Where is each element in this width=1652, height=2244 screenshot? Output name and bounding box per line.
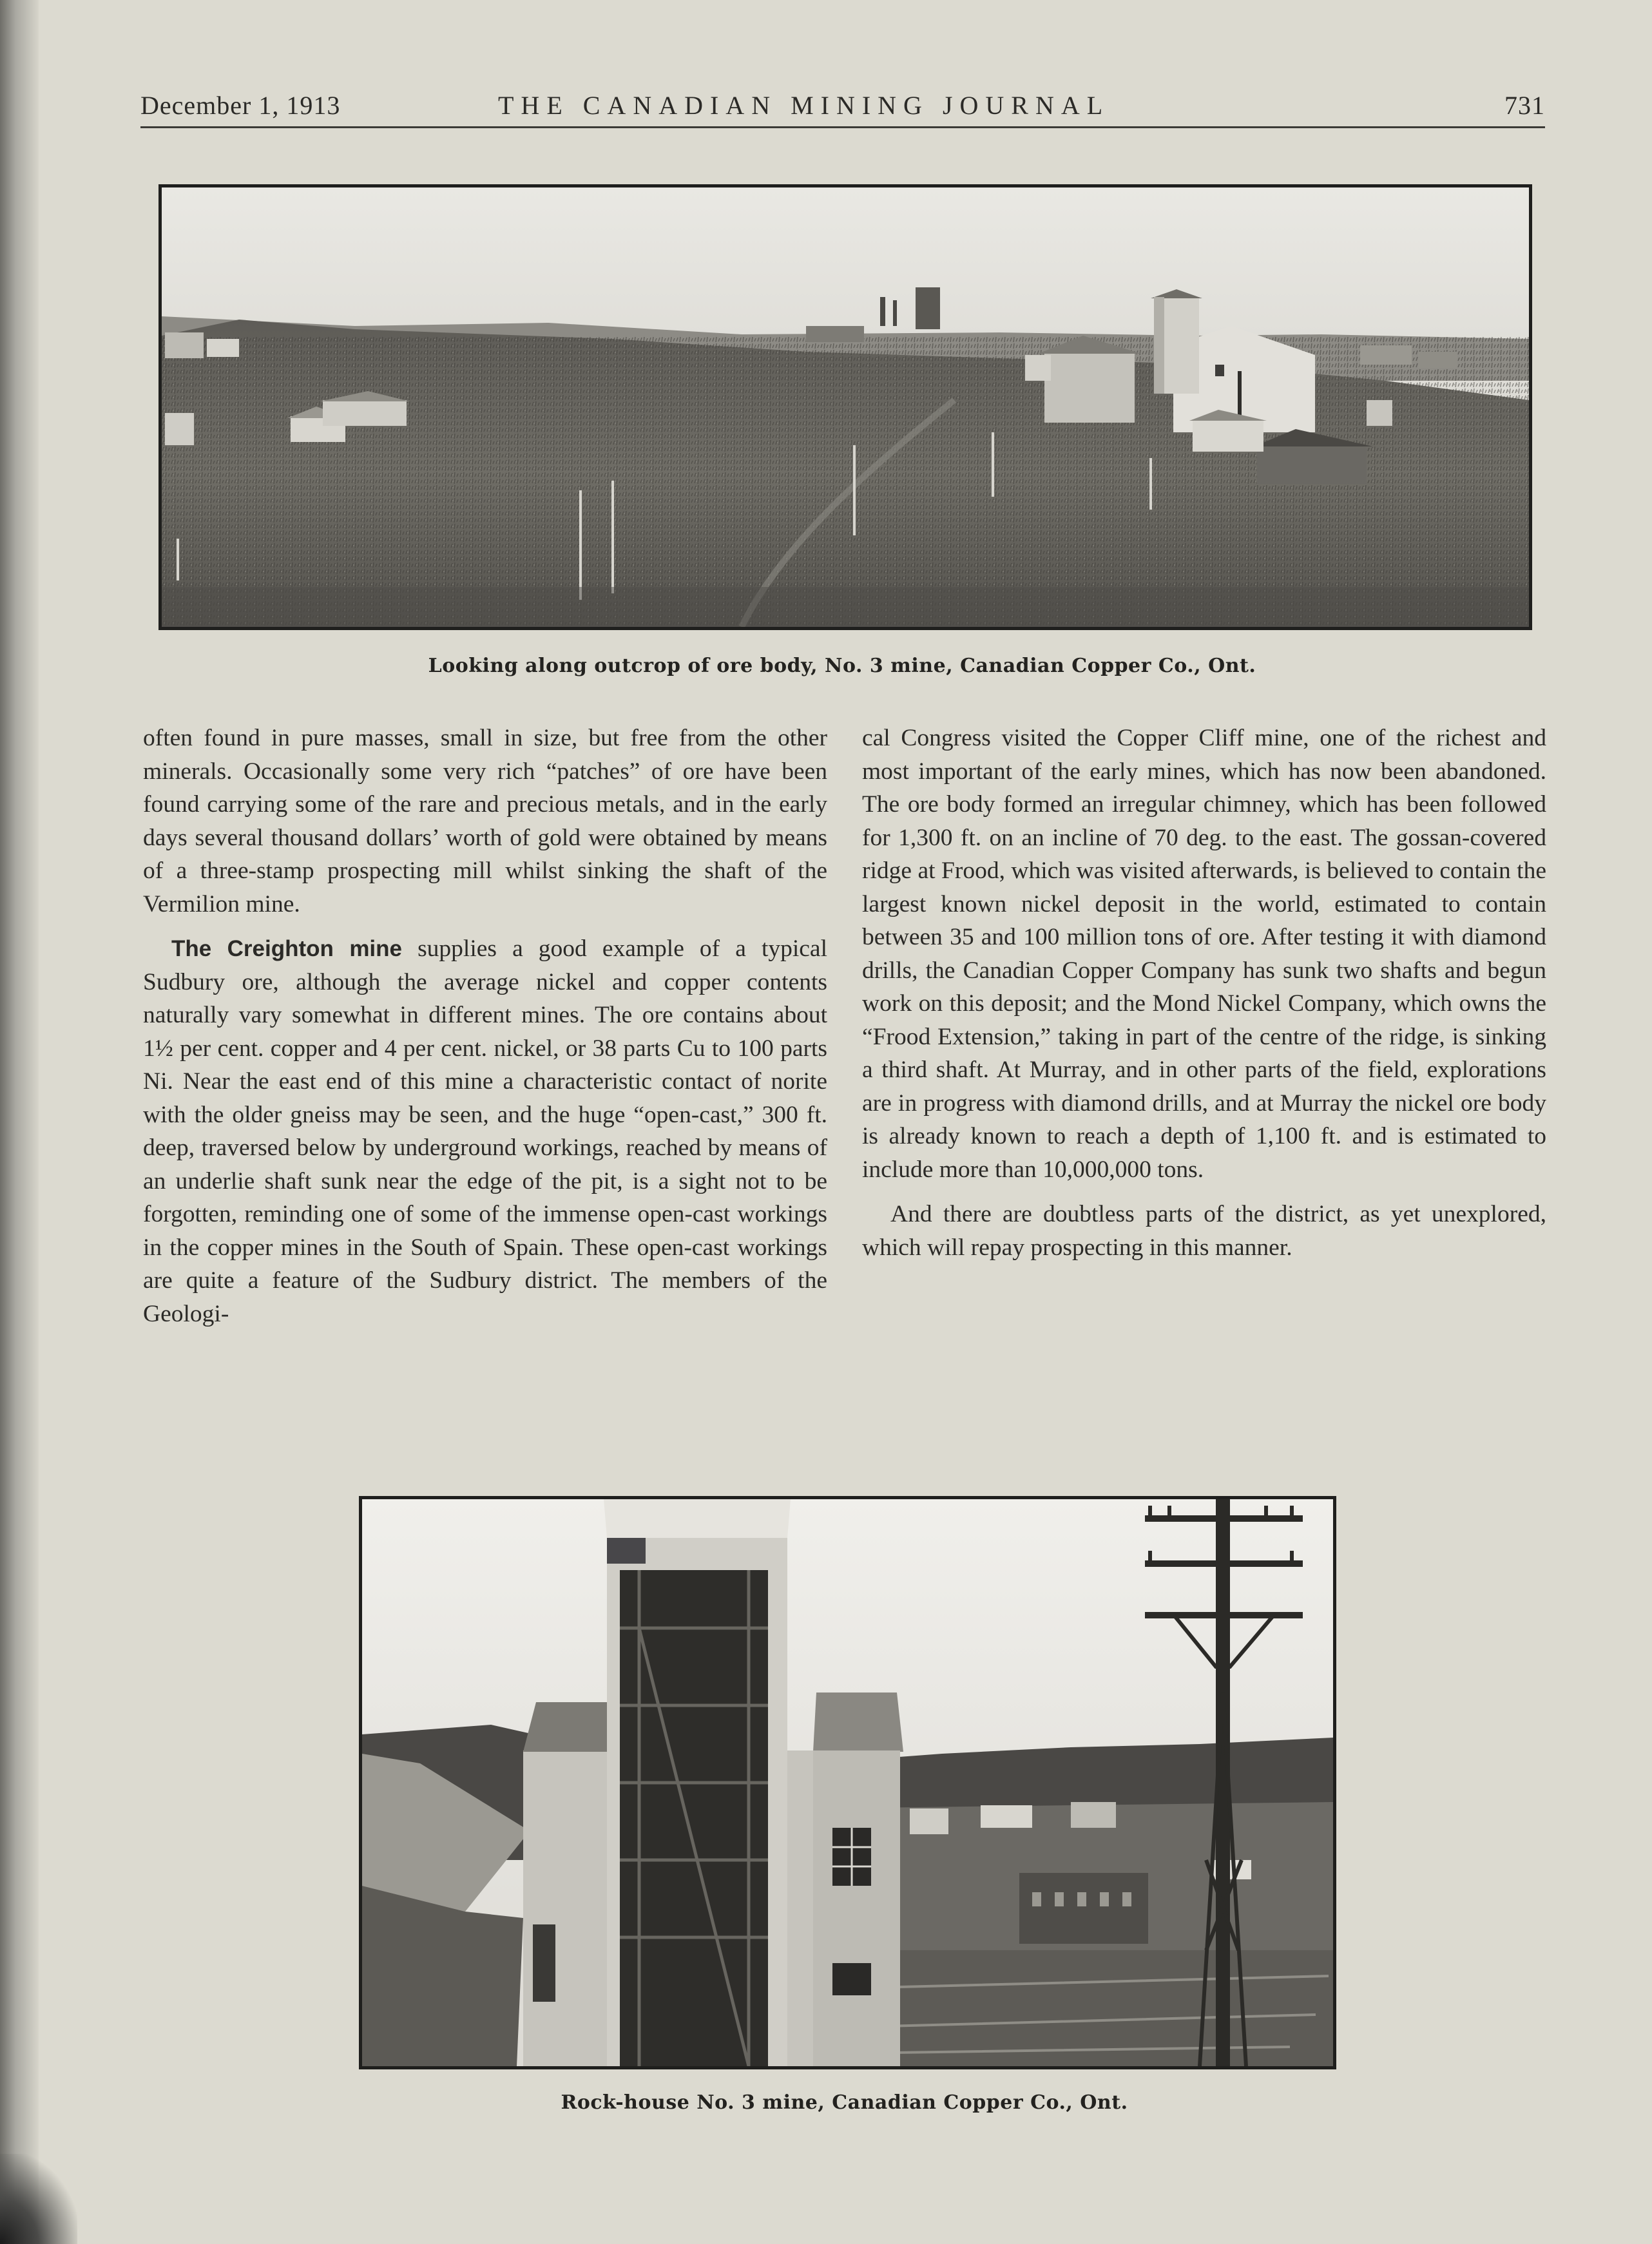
rock-house-photo bbox=[359, 1496, 1336, 2069]
issue-date: December 1, 1913 bbox=[140, 91, 341, 120]
top-photo-caption: Looking along outcrop of ore body, No. 3 mine, Canadian Copper Co., Ont. bbox=[428, 655, 1256, 677]
paragraph bbox=[143, 932, 827, 1330]
header-rule bbox=[140, 126, 1545, 128]
outcrop-photo bbox=[158, 184, 1532, 630]
page-number: 731 bbox=[1504, 91, 1545, 120]
paragraph: And there are doubtless parts of the district, as yet unexplored, which will repay prospecting in this manner. bbox=[862, 1201, 1546, 1261]
paragraph-body: supplies a good example of a typical Sudbury ore, although the average nickel and copper contents naturally vary somewhat in different mines. The ore contains about 1½ per cent. copper and 4 per cent. nickel, or 38 parts Cu to 100 parts Ni. Near the east end of this mine a characteristic contact of norite with the older gneiss may be seen, and the huge “open-cast,” 300 ft. deep, traversed below by underground workings, reached by means of an underlie shaft sunk near the edge of the pit, is a sight not to be forgotten, reminding one of some of the immense open-cast workings in the copper mines in the South of Spain. These open-cast workings are quite a feature of the Sudbury district. The members of the Geologi- bbox=[143, 935, 827, 1327]
bottom-photo-caption: Rock-house No. 3 mine, Canadian Copper Co., Ont. bbox=[561, 2091, 1128, 2114]
paragraph: often found in pure masses, small in size, but free from the other minerals. Occasionally some very rich “patches” of ore have been found carrying some of the rare and precious metals, and in the early days several thousand dollars’ worth of gold were obtained by means of a three-stamp prospecting mill whilst sinking the shaft of the Vermilion mine. bbox=[143, 725, 827, 917]
corner-shadow bbox=[0, 2154, 77, 2244]
paragraph-lead: The Creighton mine bbox=[171, 936, 403, 961]
right-column bbox=[862, 722, 1546, 1264]
binding-shadow bbox=[0, 0, 39, 2244]
left-column bbox=[143, 722, 827, 1330]
paragraph: cal Congress visited the Copper Cliff mine, one of the richest and most important of the early mines, which has now been abandoned. The ore body formed an irregular chimney, which has been followed for 1,300 ft. on an incline of 70 deg. to the east. The gossan-covered ridge at Frood, which was visited afterwards, is believed to contain the largest known nickel deposit in the world, estimated to contain between 35 and 100 million tons of ore. After testing it with diamond drills, the Canadian Copper Company has sunk two shafts and begun work on this deposit; and the Mond Nickel Company, which owns the “Frood Extension,” taking in part of the centre of the ridge, is sinking a third shaft. At Murray, and in other parts of the field, explorations are in progress with diamond drills, and at Murray the nickel ore body is already known to reach a depth of 1,100 ft. and is estimated to include more than 10,000,000 tons. bbox=[862, 725, 1546, 1183]
running-header bbox=[140, 85, 1545, 124]
journal-title: THE CANADIAN MINING JOURNAL bbox=[498, 91, 1110, 120]
